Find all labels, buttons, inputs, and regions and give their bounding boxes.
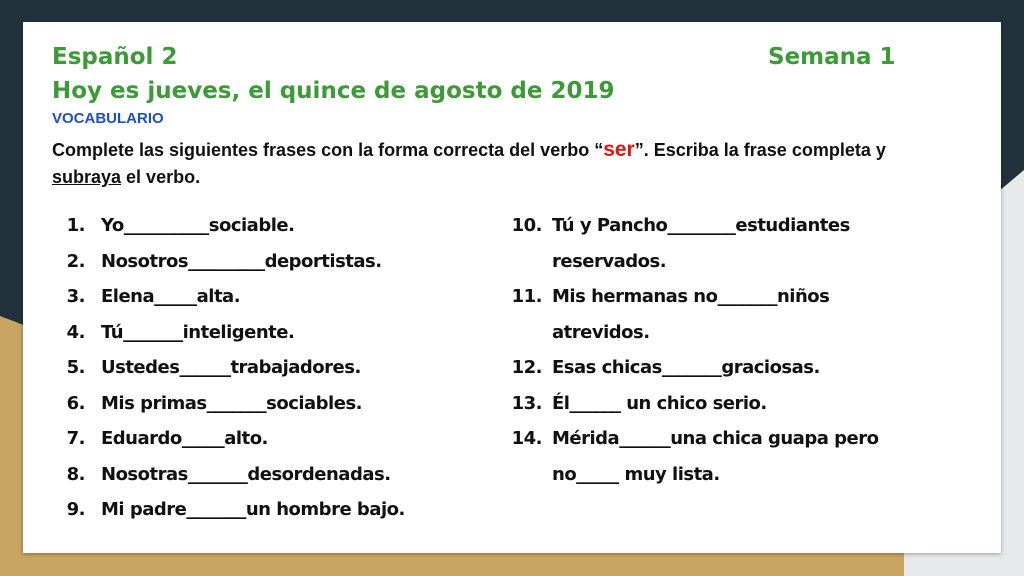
item-text: Mérida______una chica guapa pero — [552, 428, 879, 449]
item-text: Tú_______inteligente. — [101, 321, 295, 343]
instructions-part1: Complete las siguientes frases con la forma correcta del verbo “ — [52, 140, 604, 160]
item-number: 13. — [511, 392, 542, 414]
item-number: 14. — [511, 428, 542, 449]
instructions-part3: el verbo. — [121, 167, 201, 187]
item-number: 11. — [511, 286, 542, 307]
item-text: Tú y Pancho________estudiantes — [552, 215, 850, 236]
week-label: Semana 1 — [768, 44, 896, 70]
item-number: 9. — [66, 499, 85, 520]
exercise-list-left — [63, 208, 513, 528]
item-text: no_____ muy lista. — [552, 463, 720, 485]
instructions-part2: ”. Escriba la frase completa y — [634, 140, 886, 160]
course-title: Español 2 — [52, 44, 178, 70]
item-text: Nosotros_________deportistas. — [101, 250, 382, 272]
item-number: 8. — [66, 463, 85, 485]
item-number — [510, 315, 542, 351]
exercise-list-right — [510, 208, 970, 492]
item-number: 6. — [66, 392, 85, 414]
list-item — [510, 208, 970, 244]
list-item — [63, 244, 513, 280]
item-text: Ustedes______trabajadores. — [101, 357, 361, 378]
list-item — [63, 421, 513, 457]
item-number: 3. — [66, 286, 85, 307]
list-item — [510, 279, 970, 315]
list-item — [63, 457, 513, 493]
verb-highlight: ser — [603, 138, 635, 161]
item-text: Él______ un chico serio. — [552, 392, 767, 414]
date-line: Hoy es jueves, el quince de agosto de 2019 — [52, 78, 615, 104]
item-number: 5. — [66, 357, 85, 378]
item-text: atrevidos. — [552, 321, 650, 343]
list-item — [63, 279, 513, 315]
item-text: Yo__________sociable. — [101, 215, 295, 236]
item-number: 10. — [511, 215, 542, 236]
list-item — [510, 386, 970, 422]
item-text: Eduardo_____alto. — [101, 428, 268, 449]
item-number — [510, 457, 542, 493]
item-text: Mi padre_______un hombre bajo. — [101, 499, 405, 520]
list-item — [63, 386, 513, 422]
item-number — [510, 244, 542, 280]
list-item-continuation — [510, 457, 970, 493]
item-number: 7. — [66, 428, 85, 449]
slide — [23, 22, 1001, 553]
item-number: 4. — [66, 321, 85, 343]
list-item-continuation — [510, 315, 970, 351]
list-item-continuation — [510, 244, 970, 280]
section-label: VOCABULARIO — [52, 110, 164, 127]
item-number: 2. — [66, 250, 85, 272]
list-item — [510, 350, 970, 386]
list-item — [63, 350, 513, 386]
item-text: reservados. — [552, 250, 667, 272]
list-item — [510, 421, 970, 457]
list-item — [63, 208, 513, 244]
item-text: Mis hermanas no_______niños — [552, 286, 830, 307]
item-text: Mis primas_______sociables. — [101, 392, 362, 414]
instructions — [52, 136, 952, 191]
list-item — [63, 315, 513, 351]
item-text: Esas chicas_______graciosas. — [552, 357, 820, 378]
item-text: Elena_____alta. — [101, 286, 241, 307]
list-item — [63, 492, 513, 528]
item-text: Nosotras_______desordenadas. — [101, 463, 391, 485]
item-number: 1. — [66, 215, 85, 236]
underlined-word: subraya — [52, 167, 122, 187]
item-number: 12. — [511, 357, 542, 378]
